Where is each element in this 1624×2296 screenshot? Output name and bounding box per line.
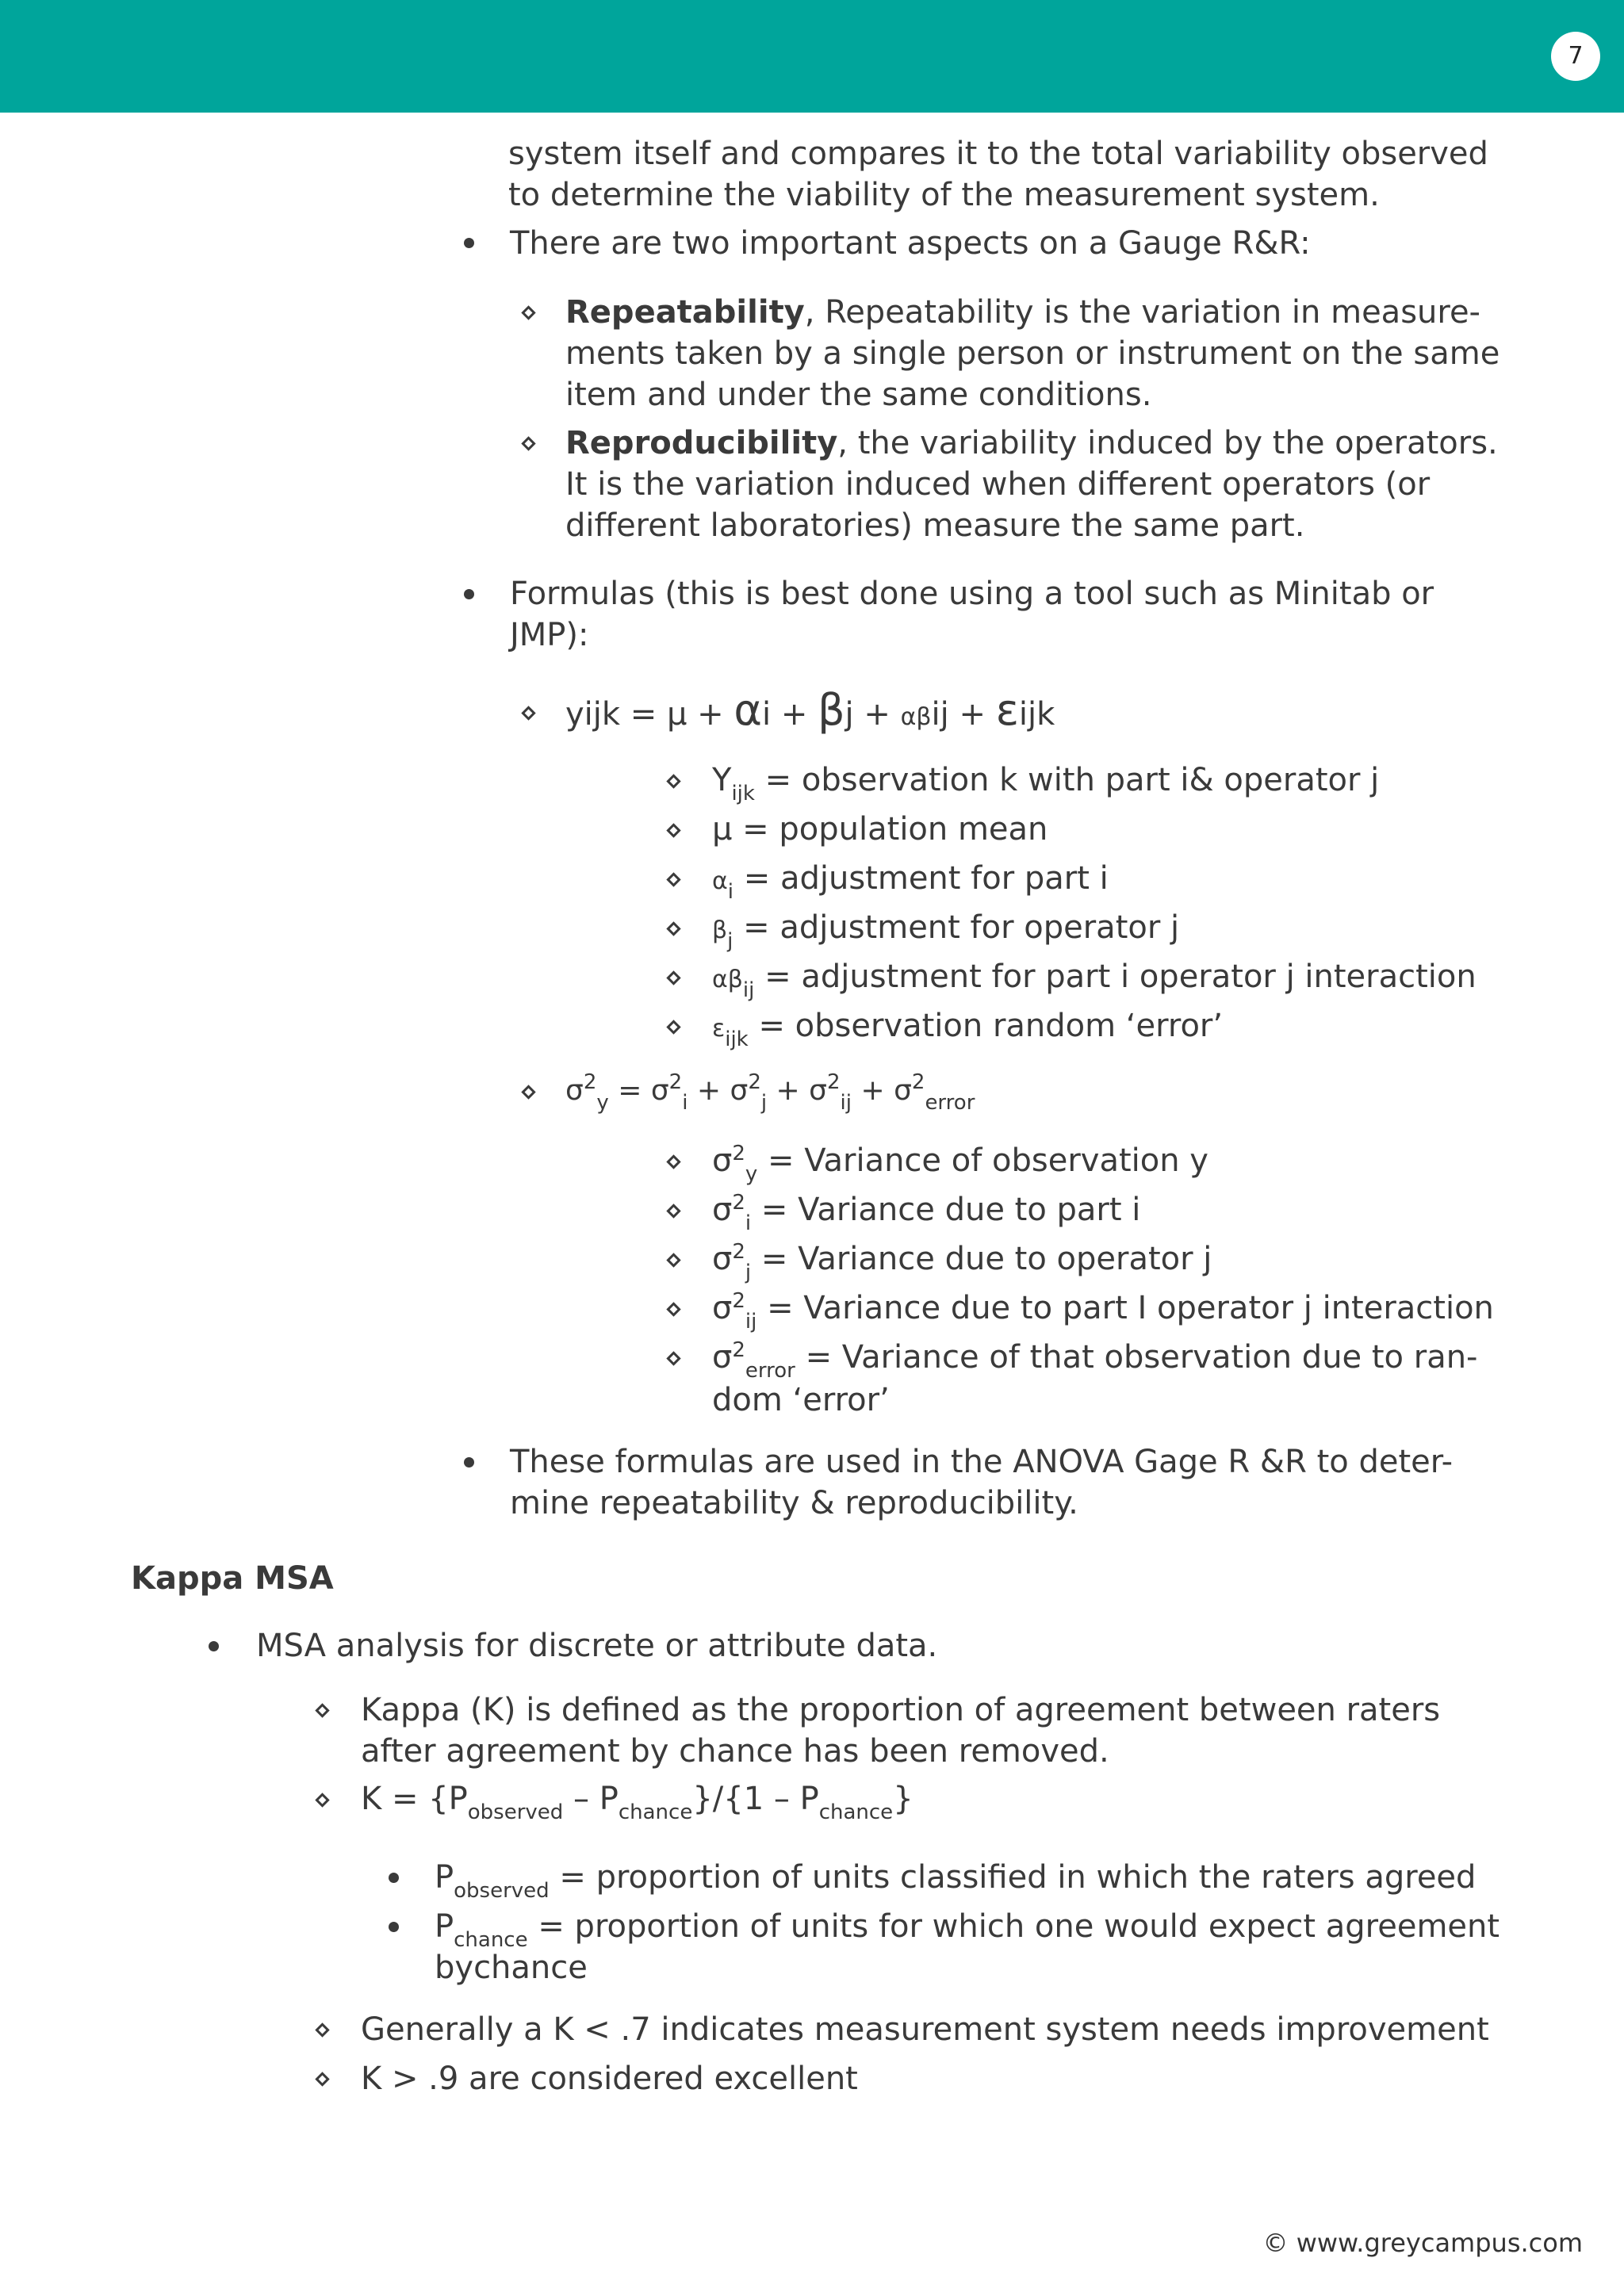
variance-term: $\sigma^2_{error}$ = Variance of that observation due to ran- bbox=[712, 1338, 1478, 1383]
formulas-intro-line-2: JMP): bbox=[510, 617, 589, 653]
diamond-bullet-icon bbox=[666, 774, 680, 788]
anova-line-2: mine repeatability & reproducibility. bbox=[510, 1485, 1078, 1521]
diamond-bullet-icon bbox=[521, 436, 535, 450]
anova-line-1: These formulas are used in the ANOVA Gage R &R to deter- bbox=[510, 1444, 1454, 1480]
model-term: $\alpha_i$ = adjustment for part i bbox=[712, 860, 1109, 904]
p-chance-definition: $P_{chance}$ = proportion of units for which one would expect agreement bbox=[435, 1908, 1500, 1952]
diamond-bullet-icon bbox=[666, 1203, 680, 1218]
kappa-formula: $K = \{P_{observed} - P_{chance}\}/\{1 - P_{chance}\}$ bbox=[361, 1781, 914, 1824]
diamond-bullet-icon bbox=[666, 921, 680, 936]
diamond-bullet-icon bbox=[315, 1703, 329, 1717]
diamond-bullet-icon bbox=[315, 2072, 329, 2086]
model-term: $\varepsilon_{ijk}$ = observation random ‘error’ bbox=[712, 1008, 1224, 1051]
kappa-def-line-2: after agreement by chance has been removed. bbox=[361, 1733, 1109, 1770]
bullet-icon bbox=[389, 1873, 399, 1883]
bullet-icon bbox=[209, 1641, 219, 1651]
kappa-note-1: Generally a K < .7 indicates measurement system needs improvement bbox=[361, 2011, 1489, 2048]
p-observed-definition: $P_{observed}$ = proportion of units classified in which the raters agreed bbox=[435, 1859, 1477, 1903]
model-term: $\beta_j$ = adjustment for operator j bbox=[712, 909, 1180, 953]
intro-line-2: to determine the viability of the measurement system. bbox=[508, 177, 1380, 213]
reproducibility-line-1: Reproducibility, the variability induced by the operators. bbox=[565, 425, 1498, 461]
repeatability-line-1: Repeatability, Repeatability is the variation in measure- bbox=[565, 294, 1480, 331]
diamond-bullet-icon bbox=[521, 1085, 535, 1099]
bullet-icon bbox=[464, 238, 474, 248]
repeatability-line-2: ments taken by a single person or instrument on the same bbox=[565, 335, 1500, 372]
kappa-heading: Kappa MSA bbox=[131, 1560, 334, 1597]
diamond-bullet-icon bbox=[666, 1154, 680, 1169]
page-number-badge: 7 bbox=[1551, 32, 1600, 81]
diamond-bullet-icon bbox=[666, 1253, 680, 1267]
diamond-bullet-icon bbox=[666, 1351, 680, 1365]
model-term: $Y_{ijk}$ = observation k with part i& operator j bbox=[712, 762, 1380, 806]
bullet-icon bbox=[389, 1922, 399, 1932]
diamond-bullet-icon bbox=[666, 1020, 680, 1034]
variance-term: $\sigma^2_i$ = Variance due to part i bbox=[712, 1191, 1141, 1235]
diamond-bullet-icon bbox=[315, 1793, 329, 1807]
footer-copyright: © www.greycampus.com bbox=[1262, 2228, 1583, 2258]
model-term: $\alpha\beta_{ij}$ = adjustment for part i operator j interaction bbox=[712, 959, 1477, 1002]
aspects-intro: There are two important aspects on a Gauge R&R: bbox=[510, 225, 1311, 262]
model-term: μ = population mean bbox=[712, 811, 1048, 848]
variance-term-continuation: dom ‘error’ bbox=[712, 1382, 890, 1418]
variance-term: $\sigma^2_{ij}$ = Variance due to part I operator j interaction bbox=[712, 1289, 1494, 1334]
bullet-icon bbox=[464, 1457, 474, 1468]
repeatability-line-3: item and under the same conditions. bbox=[565, 377, 1152, 413]
diamond-bullet-icon bbox=[521, 706, 535, 720]
diamond-bullet-icon bbox=[666, 872, 680, 886]
reproducibility-line-3: different laboratories) measure the same part. bbox=[565, 507, 1305, 544]
kappa-def-line-1: Kappa (K) is defined as the proportion of agreement between raters bbox=[361, 1692, 1441, 1728]
diamond-bullet-icon bbox=[521, 305, 535, 320]
diamond-bullet-icon bbox=[666, 1302, 680, 1316]
kappa-note-2: K > .9 are considered excellent bbox=[361, 2061, 858, 2097]
reproducibility-line-2: It is the variation induced when different operators (or bbox=[565, 466, 1431, 503]
diamond-bullet-icon bbox=[666, 823, 680, 837]
repeatability-term: Repeatability bbox=[565, 294, 805, 331]
reproducibility-term: Reproducibility bbox=[565, 425, 838, 461]
variance-term: $\sigma^2_j$ = Variance due to operator j bbox=[712, 1240, 1212, 1284]
header-bar bbox=[0, 0, 1624, 113]
p-chance-continuation: bychance bbox=[435, 1950, 588, 1986]
diamond-bullet-icon bbox=[315, 2022, 329, 2037]
model-equation: yijk = μ + αi + βj + αβij + εijk bbox=[565, 685, 1055, 735]
formulas-intro-line-1: Formulas (this is best done using a tool such as Minitab or bbox=[510, 576, 1434, 612]
variance-equation: $\sigma^2_y = \sigma^2_i + \sigma^2_j + \sigma^2_{ij} + \sigma^2_{error}$ bbox=[565, 1070, 975, 1115]
bullet-icon bbox=[464, 589, 474, 599]
variance-term: $\sigma^2_y$ = Variance of observation y bbox=[712, 1142, 1208, 1186]
diamond-bullet-icon bbox=[666, 970, 680, 985]
kappa-intro: MSA analysis for discrete or attribute data. bbox=[256, 1628, 938, 1664]
intro-line-1: system itself and compares it to the total variability observed bbox=[508, 136, 1488, 172]
